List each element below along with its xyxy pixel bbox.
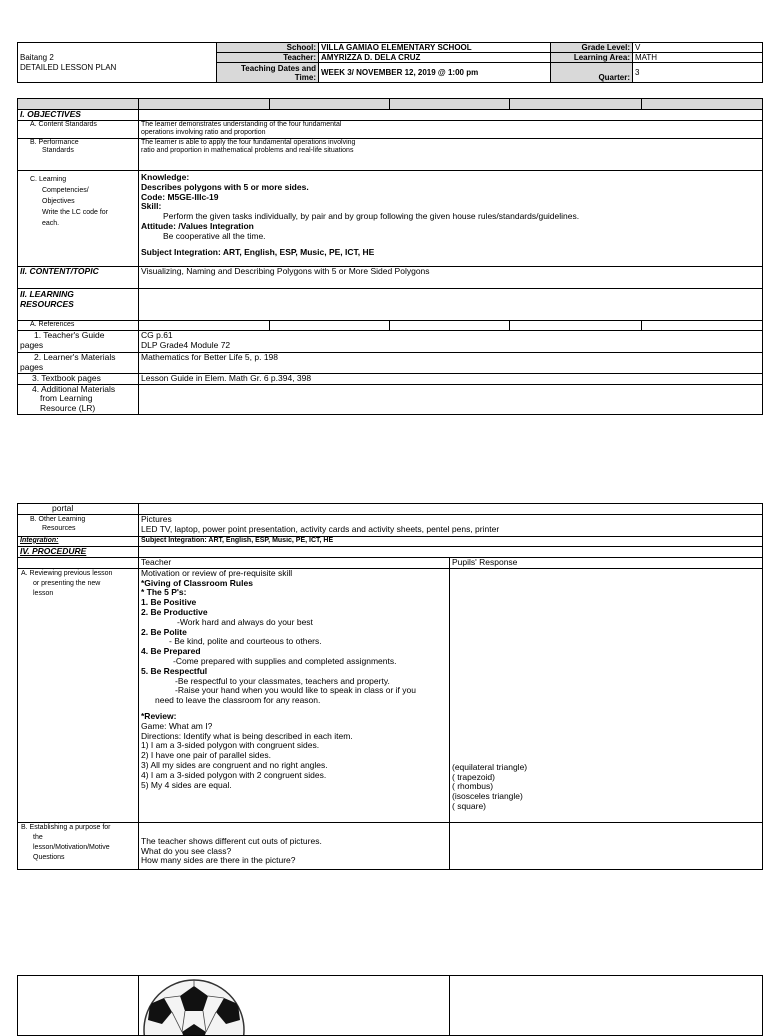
content-standards-label: A. Content Standards bbox=[18, 121, 139, 139]
lesson-table-2 bbox=[17, 503, 763, 870]
dates-label: Teaching Dates and Time: bbox=[217, 63, 319, 83]
learners-materials-value: Mathematics for Better Life 5, p. 198 bbox=[139, 353, 763, 374]
textbook-label: 3. Textbook pages bbox=[18, 373, 139, 384]
performance-standards-value: The learner is able to apply the four fundamental operations involving ratio and proportion in mathematical problems and real-life situations bbox=[139, 139, 763, 171]
references-label: A. References bbox=[18, 321, 139, 331]
establishing-purpose-label: B. Establishing a purpose for the lesson/Motivation/Motive Questions bbox=[18, 822, 139, 869]
performance-standards-label: B. Performance Standards bbox=[18, 139, 139, 171]
establishing-purpose-teacher: The teacher shows different cut outs of pictures. What do you see class? How many sides are there in the picture? bbox=[139, 822, 450, 869]
lesson-table-1 bbox=[17, 98, 763, 415]
textbook-value: Lesson Guide in Elem. Math Gr. 6 p.394, 398 bbox=[139, 373, 763, 384]
teacher-column-header: Teacher bbox=[139, 557, 450, 568]
teacher-value: AMYRIZZA D. DELA CRUZ bbox=[319, 53, 551, 63]
other-resources-value: Pictures LED TV, laptop, power point presentation, activity cards and activity sheets, pentel pens, printer bbox=[139, 514, 763, 536]
reviewing-lesson-teacher: Motivation or review of pre-requisite skill *Giving of Classroom Rules * The 5 P's: 1. Be Positive 2. Be Productive -Work hard and always do your best 2. Be Polite - Be kind, polite and courteous to others. 4. Be Prepared -Come prepared with supplies and completed assignments. 5. Be Respectful -Be respectful to your classmates, teachers and property. -Raise your hand when you would like to speak in class or if you need to leave the classroom for any reason. *Review: Game: What am I? Directions: Identify what is being described in each item. 1) I am a 3-sided polygon with congruent sides. 2) I have one pair of parallel sides. 3) All my sides are congruent and no right angles. 4) I am a 3-sided polygon with 2 congruent sides. 5) My 4 sides are equal. bbox=[139, 568, 450, 822]
integration-value: Subject Integration: ART, English, ESP, Music, PE, ICT, HE bbox=[139, 536, 763, 546]
learning-resources-label: II. LEARNING RESOURCES bbox=[18, 289, 139, 321]
content-standards-value: The learner demonstrates understanding of the four fundamental operations involving ratio and proportion bbox=[139, 121, 763, 139]
dates-value: WEEK 3/ NOVEMBER 12, 2019 @ 1:00 pm bbox=[319, 63, 551, 83]
school-value: VILLA GAMIAO ELEMENTARY SCHOOL bbox=[319, 43, 551, 53]
teacher-label: Teacher: bbox=[217, 53, 319, 63]
portal-label: portal bbox=[18, 504, 139, 515]
lesson-table-3 bbox=[17, 975, 763, 1036]
reviewing-lesson-pupils: (equilateral triangle) ( trapezoid) ( rhombus) (isosceles triangle) ( square) bbox=[450, 568, 763, 822]
grade-label: Grade Level: bbox=[551, 43, 633, 53]
content-topic-value: Visualizing, Naming and Describing Polygons with 5 or More Sided Polygons bbox=[139, 267, 763, 289]
quarter-label: Quarter: bbox=[551, 63, 633, 83]
picture-cell bbox=[139, 976, 450, 1036]
header-table bbox=[17, 42, 763, 83]
procedure-heading: IV. PROCEDURE bbox=[18, 546, 139, 557]
soccer-ball-icon bbox=[142, 978, 246, 1036]
area-value: MATH bbox=[633, 53, 763, 63]
content-topic-label: II. CONTENT/TOPIC bbox=[18, 267, 139, 289]
grade-title: Baitang 2 bbox=[20, 52, 54, 62]
area-label: Learning Area: bbox=[551, 53, 633, 63]
learners-materials-label: 2. Learner's Materials pages bbox=[18, 353, 139, 374]
header-title bbox=[18, 43, 217, 83]
spacer-cell bbox=[18, 99, 139, 110]
integration-label: Integration: bbox=[18, 536, 139, 546]
grade-value: V bbox=[633, 43, 763, 53]
teachers-guide-value: CG p.61 DLP Grade4 Module 72 bbox=[139, 331, 763, 353]
reviewing-lesson-label: A. Reviewing previous lesson or presenting the new lesson bbox=[18, 568, 139, 822]
other-resources-label: B. Other Learning Resources bbox=[18, 514, 139, 536]
learning-competencies-value: Knowledge: Describes polygons with 5 or more sides. Code: M5GE-IIIc-19 Skill: Perform the given tasks individually, by pair and by group following the given house rules/standards/guidelines. Attitude: /Values Integration Be cooperative all the time. Subject Integration: ART, English, ESP, Music, PE, ICT, HE bbox=[139, 171, 763, 267]
plan-title: DETAILED LESSON PLAN bbox=[20, 62, 117, 72]
pupils-column-header: Pupils' Response bbox=[450, 557, 763, 568]
teachers-guide-label: 1. Teacher's Guide pages bbox=[18, 331, 139, 353]
additional-materials-label: 4. Additional Materials from Learning Resource (LR) bbox=[18, 384, 139, 414]
learning-competencies-label: C. Learning Competencies/ Objectives Write the LC code for each. bbox=[18, 171, 139, 267]
objectives-heading: I. OBJECTIVES bbox=[18, 110, 139, 121]
quarter-value: 3 bbox=[633, 63, 763, 83]
school-label: School: bbox=[217, 43, 319, 53]
